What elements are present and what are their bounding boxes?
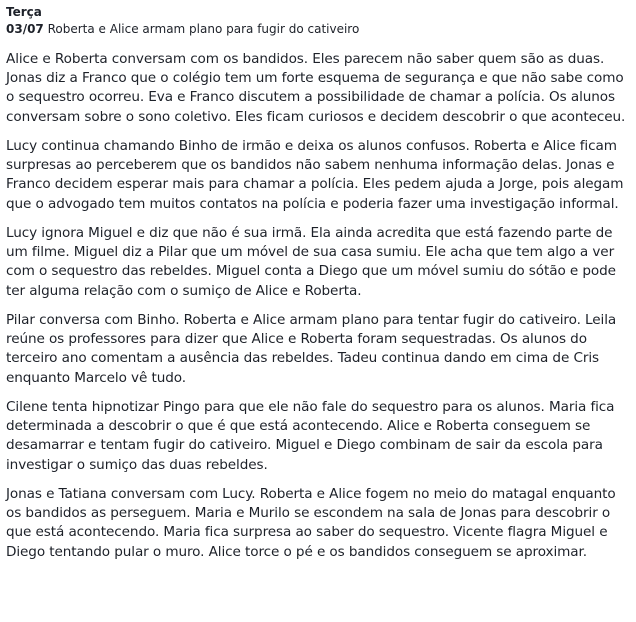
episode-subtitle <box>6 20 628 38</box>
episode-title: Roberta e Alice armam plano para fugir do cativeiro <box>47 22 360 36</box>
summary-paragraph: Pilar conversa com Binho. Roberta e Alice armam plano para tentar fugir do cativeiro. Leila reúne os professores para dizer que Alice e Roberta foram sequestradas. Os alunos do terceiro ano comentam a ausência das rebeldes. Tadeu continua dando em cima de Cris enquanto Marcelo vê tudo. <box>6 312 617 386</box>
summary-paragraph: Cilene tenta hipnotizar Pingo para que ele não fale do sequestro para os alunos. Maria fica determinada a descobrir o que é que está acontecendo. Alice e Roberta conseguem se desamarrar e tentam fugir do cativeiro. Miguel e Diego combinam de sair da escola para investigar o sumiço das duas rebeldes. <box>6 399 615 473</box>
episode-date: 03/07 <box>6 22 44 36</box>
summary-body <box>6 50 628 562</box>
summary-paragraph: Alice e Roberta conversam com os bandidos. Eles parecem não saber quem são as duas. Jonas diz a Franco que o colégio tem um forte esquema de segurança e que não sabe como o sequestro ocorreu. Eva e Franco discutem a possibilidade de chamar a polícia. Os alunos conversam sobre o sono coletivo. Eles ficam curiosos e decidem descobrir o que aconteceu. <box>6 51 626 125</box>
episode-header <box>6 0 628 38</box>
summary-paragraph: Jonas e Tatiana conversam com Lucy. Roberta e Alice fogem no meio do matagal enquanto os bandidos as perseguem. Maria e Murilo se escondem na sala de Jonas para descobrir o que está acontecendo. Maria fica surpresa ao saber do sequestro. Vicente flagra Miguel e Diego tentando pular o muro. Alice torce o pé e os bandidos conseguem se aproximar. <box>6 486 616 560</box>
summary-paragraph: Lucy continua chamando Binho de irmão e deixa os alunos confusos. Roberta e Alice ficam surpresas ao perceberem que os bandidos não sabem nenhuma informação delas. Jonas e Franco decidem esperar mais para chamar a polícia. Eles pedem ajuda a Jorge, pois alegam que o advogado tem muitos contatos na polícia e poderia fazer uma investigação informal. <box>6 138 624 212</box>
summary-paragraph: Lucy ignora Miguel e diz que não é sua irmã. Ela ainda acredita que está fazendo parte de um filme. Miguel diz a Pilar que um móvel de sua casa sumiu. Ele acha que tem algo a ver com o sequestro das rebeldes. Miguel conta a Diego que um móvel sumiu do sótão e pode ter alguma relação com o sumiço de Alice e Roberta. <box>6 225 616 299</box>
day-heading: Terça <box>6 5 42 19</box>
